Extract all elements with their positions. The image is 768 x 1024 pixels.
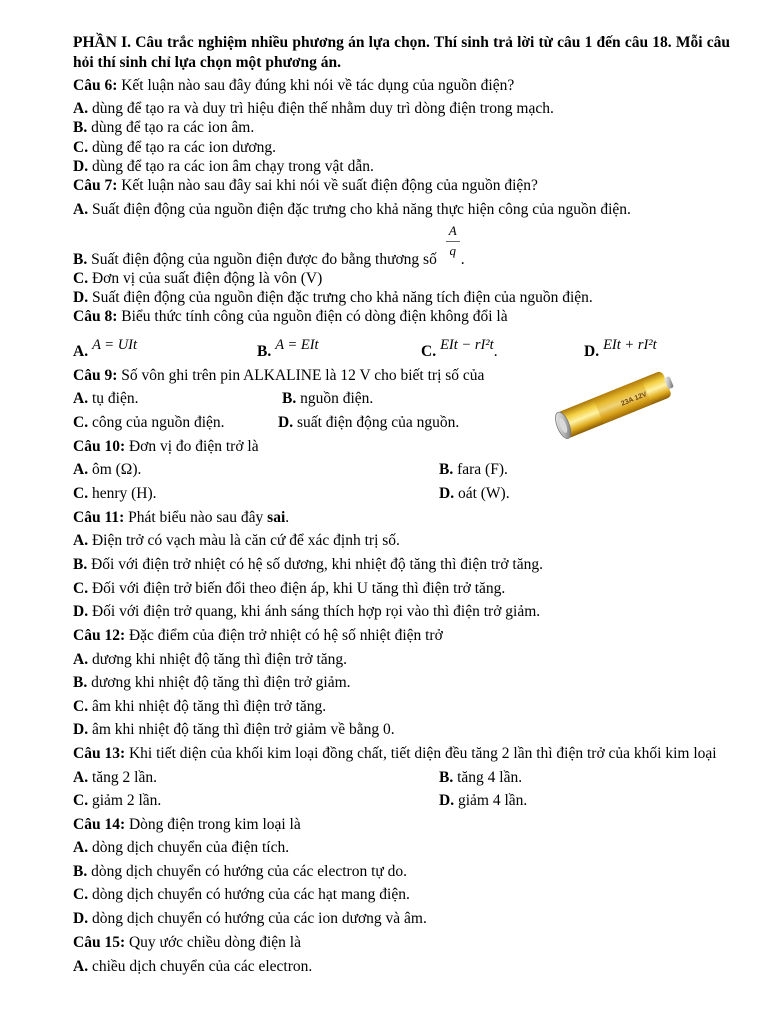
option-text: Đối với điện trở nhiệt có hệ số dương, khi nhiệt độ tăng thì điện trở tăng.: [91, 556, 543, 573]
question-9-option-d: [278, 414, 459, 432]
question-11-option-b: [73, 556, 543, 574]
option-label: C.: [73, 792, 89, 809]
question-8: [73, 308, 508, 326]
question-7-stem: Kết luận nào sau đây sai khi nói về suất điện động của nguồn điện?: [121, 177, 538, 194]
question-15-stem: Quy ước chiều dòng điện là: [128, 934, 301, 951]
question-12-option-d: [73, 721, 395, 739]
option-text: dùng để tạo ra và duy trì hiệu điện thế nhằm duy trì dòng điện trong mạch.: [91, 100, 554, 117]
question-9-option-b: [282, 390, 373, 408]
question-8-option-a: [73, 337, 138, 361]
question-7-label: Câu 7:: [73, 177, 118, 194]
option-text: nguồn điện.: [300, 390, 374, 407]
option-text: dương khi nhiệt độ tăng thì điện trở tăng.: [91, 651, 348, 668]
question-13-option-a: [73, 769, 157, 787]
option-label: B.: [73, 863, 88, 880]
question-6-label: Câu 6:: [73, 77, 118, 94]
option-text: suất điện động của nguồn.: [296, 414, 460, 431]
question-6-option-b: [73, 119, 254, 137]
question-14-option-b: [73, 863, 407, 881]
question-9: [73, 367, 484, 385]
question-15: [73, 934, 301, 952]
option-text: fara (F).: [457, 461, 508, 478]
question-7-option-c: [73, 270, 322, 288]
option-label: D.: [439, 485, 455, 502]
option-text: Suất điện động của nguồn điện được đo bằng thương số: [91, 251, 437, 268]
option-label: B.: [73, 251, 88, 268]
option-text: tăng 4 lần.: [457, 769, 523, 786]
option-label: A.: [73, 769, 89, 786]
question-12-option-b: [73, 674, 351, 692]
question-14-option-c: [73, 886, 410, 904]
question-10-option-c: [73, 485, 157, 503]
question-15-option-a: [73, 958, 312, 976]
option-label: D.: [439, 792, 455, 809]
question-13-option-b: [439, 769, 522, 787]
question-10-option-a: [73, 461, 141, 479]
option-text: Suất điện động của nguồn điện đặc trưng cho khả năng thực hiện công của nguồn điện.: [91, 201, 631, 218]
question-6-stem: Kết luận nào sau đây đúng khi nói về tác dụng của nguồn điện?: [121, 77, 515, 94]
option-text: chiều dịch chuyển của các electron.: [91, 958, 313, 975]
question-8-option-d: [584, 337, 657, 361]
option-text: oát (W).: [457, 485, 510, 502]
option-label: D.: [584, 343, 600, 360]
formula: A = UIt: [92, 337, 138, 353]
option-text: dòng dịch chuyển có hướng của các ion dương và âm.: [91, 910, 427, 927]
option-label: C.: [73, 414, 89, 431]
option-label: D.: [73, 721, 89, 738]
option-text: tụ điện.: [91, 390, 139, 407]
option-label: A.: [73, 532, 89, 549]
option-label: A.: [73, 390, 89, 407]
question-8-stem: Biểu thức tính công của nguồn điện có dòng điện không đổi là: [121, 308, 508, 325]
question-11-stem-emphasis: sai: [267, 509, 286, 526]
question-11-stem-end: .: [285, 509, 290, 526]
question-6-option-d: [73, 158, 374, 176]
question-6: [73, 77, 514, 95]
question-10-option-d: [439, 485, 510, 503]
option-text: giảm 2 lần.: [91, 792, 162, 809]
fraction-denominator: q: [449, 243, 456, 258]
option-text: dòng dịch chuyển của điện tích.: [91, 839, 290, 856]
option-text: ôm (Ω).: [91, 461, 142, 478]
option-label: C.: [73, 270, 89, 287]
fraction-bar: [446, 241, 460, 242]
question-9-label: Câu 9:: [73, 367, 118, 384]
question-12-option-a: [73, 651, 347, 669]
question-12: [73, 627, 443, 645]
option-label: A.: [73, 343, 89, 360]
option-label: D.: [278, 414, 294, 431]
question-13-label: Câu 13:: [73, 745, 126, 762]
option-label: B.: [282, 390, 297, 407]
question-10: [73, 438, 259, 456]
option-label: B.: [439, 769, 454, 786]
option-text: dương khi nhiệt độ tăng thì điện trở giảm.: [91, 674, 351, 691]
option-suffix: .: [460, 251, 465, 268]
fraction-numerator: A: [448, 223, 457, 238]
question-14-option-d: [73, 910, 427, 928]
question-12-option-c: [73, 698, 326, 716]
question-12-stem: Đặc điểm của điện trở nhiệt có hệ số nhiệt điện trở: [128, 627, 443, 644]
option-text: âm khi nhiệt độ tăng thì điện trở giảm về bằng 0.: [91, 721, 395, 738]
option-label: A.: [73, 100, 89, 117]
option-text: Điện trở có vạch màu là căn cứ để xác định trị số.: [91, 532, 400, 549]
question-6-option-c: [73, 139, 276, 157]
option-label: A.: [73, 201, 89, 218]
question-7-option-a: [73, 201, 631, 219]
option-label: A.: [73, 461, 89, 478]
option-label: C.: [73, 698, 89, 715]
section-header-line-1: PHẦN I. Câu trắc nghiệm nhiều phương án lựa chọn. Thí sinh trả lời từ câu 1 đến câu 18. Mỗi câu: [73, 34, 730, 51]
option-text: âm khi nhiệt độ tăng thì điện trở tăng.: [91, 698, 327, 715]
option-label: C.: [73, 139, 89, 156]
option-label: A.: [73, 958, 89, 975]
battery-image: [553, 366, 679, 442]
option-label: C.: [73, 580, 89, 597]
option-label: B.: [439, 461, 454, 478]
option-text: dòng dịch chuyển có hướng của các electron tự do.: [91, 863, 408, 880]
option-suffix: .: [493, 343, 498, 360]
option-label: A.: [73, 839, 89, 856]
question-9-option-c: [73, 414, 225, 432]
option-text: henry (H).: [91, 485, 157, 502]
question-11-option-a: [73, 532, 400, 550]
formula: EIt + rI²t: [603, 337, 657, 353]
question-10-option-b: [439, 461, 508, 479]
question-8-option-c: [421, 337, 498, 361]
option-text: Đối với điện trở quang, khi ánh sáng thích hợp rọi vào thì điện trở giảm.: [91, 603, 541, 620]
option-label: D.: [73, 289, 89, 306]
option-label: C.: [73, 485, 89, 502]
question-11-option-c: [73, 580, 505, 598]
option-label: D.: [73, 910, 89, 927]
option-label: C.: [73, 886, 89, 903]
battery-label: 23A 12V: [620, 391, 648, 408]
option-text: Đơn vị của suất điện động là vôn (V): [91, 270, 323, 287]
question-14-option-a: [73, 839, 289, 857]
option-label: C.: [421, 343, 437, 360]
option-text: tăng 2 lần.: [91, 769, 157, 786]
option-text: dùng để tạo ra các ion âm.: [91, 119, 255, 136]
option-label: B.: [257, 343, 272, 360]
section-header-line-2: hỏi thí sinh chỉ lựa chọn một phương án.: [73, 54, 341, 71]
option-label: D.: [73, 158, 89, 175]
formula: EIt − rI²t: [440, 337, 494, 353]
fraction: [445, 223, 461, 269]
question-7: [73, 177, 538, 195]
question-13: [73, 745, 717, 763]
option-text: dòng dịch chuyển có hướng của các hạt mang điện.: [91, 886, 410, 903]
option-text: Suất điện động của nguồn điện đặc trưng cho khả năng tích điện của nguồn điện.: [91, 289, 593, 306]
question-13-stem: Khi tiết diện của khối kim loại đồng chất, tiết diện đều tăng 2 lần thì điện trở của khối kim loại: [128, 745, 717, 762]
option-text: giảm 4 lần.: [457, 792, 528, 809]
question-15-label: Câu 15:: [73, 934, 126, 951]
question-14-label: Câu 14:: [73, 816, 126, 833]
question-7-option-b: [73, 223, 465, 269]
question-10-label: Câu 10:: [73, 438, 126, 455]
option-text: công của nguồn điện.: [91, 414, 225, 431]
option-label: D.: [73, 603, 89, 620]
option-text: Đối với điện trở biến đổi theo điện áp, khi U tăng thì điện trở tăng.: [91, 580, 506, 597]
question-6-option-a: [73, 100, 554, 118]
formula: A = EIt: [275, 337, 319, 353]
question-10-stem: Đơn vị đo điện trở là: [128, 438, 259, 455]
option-text: dùng để tạo ra các ion dương.: [91, 139, 276, 156]
question-8-label: Câu 8:: [73, 308, 118, 325]
question-11: [73, 509, 289, 527]
question-9-stem: Số vôn ghi trên pin ALKALINE là 12 V cho biết trị số của: [121, 367, 485, 384]
option-label: A.: [73, 651, 89, 668]
question-14-stem: Dòng điện trong kim loại là: [128, 816, 301, 833]
question-7-option-d: [73, 289, 593, 307]
question-13-option-d: [439, 792, 527, 810]
question-14: [73, 816, 301, 834]
question-13-option-c: [73, 792, 161, 810]
option-label: B.: [73, 119, 88, 136]
question-11-stem: Phát biểu nào sau đây: [128, 509, 264, 526]
question-11-option-d: [73, 603, 540, 621]
option-text: dùng để tạo ra các ion âm chạy trong vật dẫn.: [91, 158, 374, 175]
option-label: B.: [73, 674, 88, 691]
question-11-label: Câu 11:: [73, 509, 125, 526]
question-12-label: Câu 12:: [73, 627, 126, 644]
question-9-option-a: [73, 390, 138, 408]
option-label: B.: [73, 556, 88, 573]
question-8-option-b: [257, 337, 319, 361]
